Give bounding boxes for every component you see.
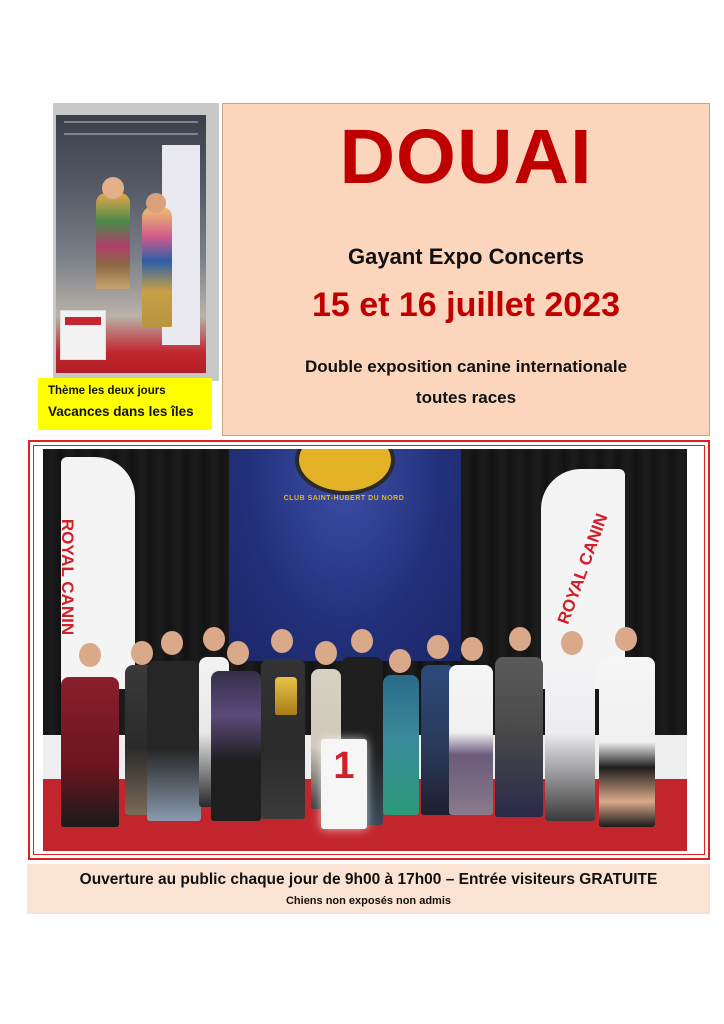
- theme-title: Vacances dans les îles: [48, 404, 194, 419]
- costumed-person: [96, 193, 130, 289]
- person-head: [271, 629, 293, 653]
- costumed-person: [142, 207, 172, 327]
- costume-photo: [56, 115, 206, 373]
- person: [449, 665, 493, 815]
- person: [383, 675, 419, 815]
- trophy: [275, 677, 297, 715]
- backdrop-text: CLUB SAINT-HUBERT DU NORD: [283, 495, 405, 502]
- person-head: [509, 627, 531, 651]
- person-head: [561, 631, 583, 655]
- podium-number: 1: [333, 745, 355, 787]
- person: [211, 671, 261, 821]
- group-photo: [43, 449, 687, 851]
- flag-text: ROYAL CANIN: [553, 510, 612, 627]
- person: [147, 661, 201, 821]
- person: [599, 657, 655, 827]
- person-head: [389, 649, 411, 673]
- person-head: [227, 641, 249, 665]
- person: [61, 677, 119, 827]
- person: [495, 657, 543, 817]
- flag-text: ROYAL CANIN: [58, 518, 78, 636]
- event-description-2: toutes races: [415, 388, 517, 407]
- royal-canin-banner: [60, 310, 106, 360]
- dogs-note: Chiens non exposés non admis: [285, 895, 452, 907]
- person-head: [79, 643, 101, 667]
- person: [545, 661, 595, 821]
- event-description: Double exposition canine internationale: [304, 357, 628, 376]
- theme-box: [38, 378, 212, 430]
- person-head: [351, 629, 373, 653]
- venue-name: Gayant Expo Concerts: [348, 244, 584, 269]
- person-head: [102, 177, 124, 199]
- person-head: [461, 637, 483, 661]
- person-head: [203, 627, 225, 651]
- truss-structure: [64, 121, 198, 135]
- person-head: [615, 627, 637, 651]
- theme-label: Thème les deux jours: [48, 385, 166, 397]
- city-title: DOUAI: [339, 114, 593, 200]
- royal-canin-flag-right: [541, 469, 625, 689]
- event-dates: 15 et 16 juillet 2023: [311, 286, 621, 324]
- podium: [321, 739, 367, 829]
- opening-hours: Ouverture au public chaque jour de 9h00 à 17h00 – Entrée visiteurs GRATUITE: [79, 871, 658, 888]
- person-head: [427, 635, 449, 659]
- person-head: [315, 641, 337, 665]
- person-head: [161, 631, 183, 655]
- footer-bar: [27, 864, 710, 914]
- person-head: [146, 193, 166, 213]
